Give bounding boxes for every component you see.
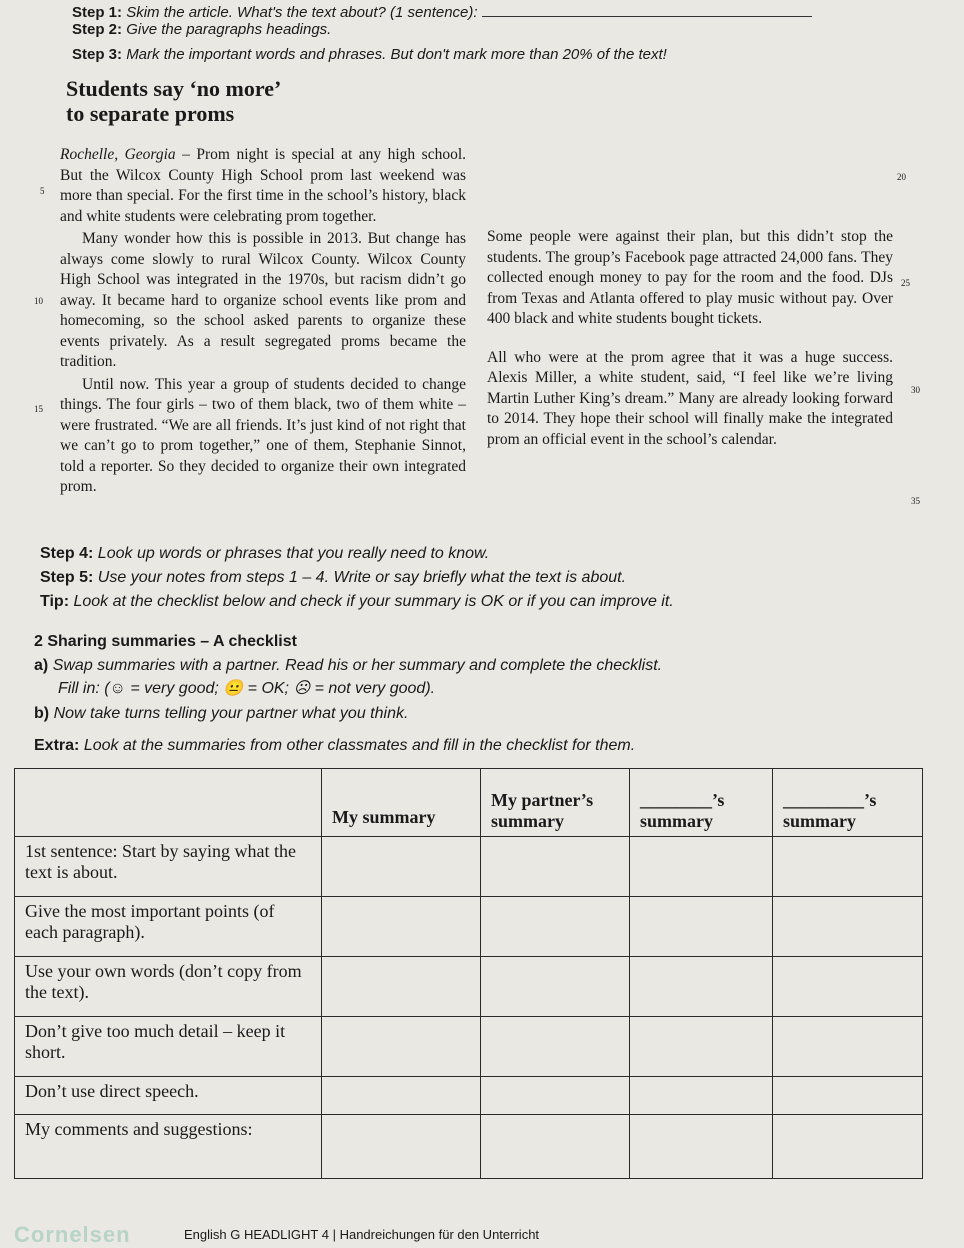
rating-cell[interactable] [630, 897, 773, 957]
line-number: 35 [911, 496, 920, 506]
comment-cell[interactable] [773, 1115, 923, 1179]
table-row [15, 1017, 923, 1077]
task-a: a) Swap summaries with a partner. Read his or her summary and complete the checklist. [34, 657, 663, 674]
comment-cell[interactable] [481, 1115, 630, 1179]
header-cell [15, 769, 322, 837]
header-cell: _________’s summary [773, 769, 923, 837]
rating-cell[interactable] [630, 1077, 773, 1115]
criterion-cell: Give the most important points (of each paragraph). [15, 897, 322, 957]
extra-task: Extra: Look at the summaries from other classmates and fill in the checklist for them. [34, 737, 636, 754]
line-number: 5 [40, 186, 45, 196]
step-1: Step 1: Skim the article. What's the text about? (1 sentence): [72, 4, 812, 22]
publisher-logo: Cornelsen [14, 1222, 131, 1247]
section-heading: 2 Sharing summaries – A checklist [34, 633, 297, 650]
line-number: 10 [34, 296, 43, 306]
rating-cell[interactable] [322, 897, 481, 957]
rating-cell[interactable] [773, 1017, 923, 1077]
paragraph-1: Rochelle, Georgia – Prom night is special at any high school. But the Wilcox County High School prom last weekend was more than special. For the first time in the school’s history, black and white students were celebrating prom together. [60, 146, 466, 225]
paragraph-2: Many wonder how this is possible in 2013. But change has always come slowly to rural Wilcox County. Wilcox County High School was integrated in the 1970s, but racism didn’t go away. It became hard to organize school events like prom and homecoming, so the school asked parents to organize these events privately. As a result segregated proms became the tradition. [60, 230, 466, 370]
line-number: 15 [34, 404, 43, 414]
criterion-cell: Don’t give too much detail – keep it short. [15, 1017, 322, 1077]
article-right-column [487, 227, 893, 452]
step-3: Step 3: Mark the important words and phrases. But don't mark more than 20% of the text! [72, 46, 667, 63]
header-cell: ________’s summary [630, 769, 773, 837]
header-cell: My summary [322, 769, 481, 837]
table-row [15, 837, 923, 897]
rating-cell[interactable] [481, 1017, 630, 1077]
rating-cell[interactable] [630, 957, 773, 1017]
line-number: 30 [911, 385, 920, 395]
header-cell: My partner’s summary [481, 769, 630, 837]
comment-cell[interactable] [630, 1115, 773, 1179]
table-row [15, 1077, 923, 1115]
criterion-cell: My comments and suggestions: [15, 1115, 322, 1179]
table-row [15, 1115, 923, 1179]
comment-cell[interactable] [322, 1115, 481, 1179]
line-number: 25 [901, 278, 910, 288]
paragraph-3: Until now. This year a group of students decided to change things. The four girls – two of them black, two of them white – were frustrated. “We are all friends. It’s just kind of not right that we can’t go to prom together,” one of them, Stephanie Sinnot, told a reporter. So they decided to organize their own integrated prom. [60, 375, 466, 495]
answer-line[interactable] [482, 4, 812, 17]
rating-cell[interactable] [773, 897, 923, 957]
rating-cell[interactable] [322, 837, 481, 897]
paragraph-4: Some people were against their plan, but this didn’t stop the students. The group’s Facebook page attracted 24,000 fans. They collected enough money to pay for the room and the food. DJs from Texas and Atlanta offered to play music without pay. Over 400 black and white students bought tickets. [487, 228, 893, 327]
checklist-table [14, 768, 923, 1179]
fill-in-legend: Fill in: (☺ = very good; 😐 = OK; ☹ = not very good). [58, 680, 436, 697]
step-4: Step 4: Look up words or phrases that you really need to know. [40, 545, 490, 562]
criterion-cell: 1st sentence: Start by saying what the text is about. [15, 837, 322, 897]
article-title: Students say ‘no more’ to separate proms [66, 76, 282, 126]
rating-cell[interactable] [322, 957, 481, 1017]
article-left-column [60, 145, 466, 495]
table-row [15, 897, 923, 957]
table-row [15, 957, 923, 1017]
rating-cell[interactable] [322, 1077, 481, 1115]
rating-cell[interactable] [630, 837, 773, 897]
line-number: 20 [897, 172, 906, 182]
rating-cell[interactable] [481, 837, 630, 897]
task-b: b) Now take turns telling your partner what you think. [34, 705, 409, 722]
rating-cell[interactable] [322, 1017, 481, 1077]
rating-cell[interactable] [630, 1017, 773, 1077]
rating-cell[interactable] [481, 897, 630, 957]
paragraph-5: All who were at the prom agree that it was a huge success. Alexis Miller, a white student, said, “I feel like we’re living Martin Luther King’s dream.” Many are already looking forward to 2014. They hope their school will finally make the integrated prom an official event in the school’s calendar. [487, 348, 893, 448]
table-header-row [15, 769, 923, 837]
footer-text: English G HEADLIGHT 4 | Handreichungen für den Unterricht [184, 1227, 540, 1242]
step-2: Step 2: Give the paragraphs headings. [72, 21, 332, 38]
criterion-cell: Don’t use direct speech. [15, 1077, 322, 1115]
rating-cell[interactable] [481, 957, 630, 1017]
step-5: Step 5: Use your notes from steps 1 – 4. Write or say briefly what the text is about. [40, 569, 627, 586]
rating-cell[interactable] [773, 957, 923, 1017]
rating-cell[interactable] [481, 1077, 630, 1115]
rating-cell[interactable] [773, 1077, 923, 1115]
criterion-cell: Use your own words (don’t copy from the text). [15, 957, 322, 1017]
rating-cell[interactable] [773, 837, 923, 897]
tip: Tip: Look at the checklist below and check if your summary is OK or if you can improve it. [40, 593, 674, 610]
